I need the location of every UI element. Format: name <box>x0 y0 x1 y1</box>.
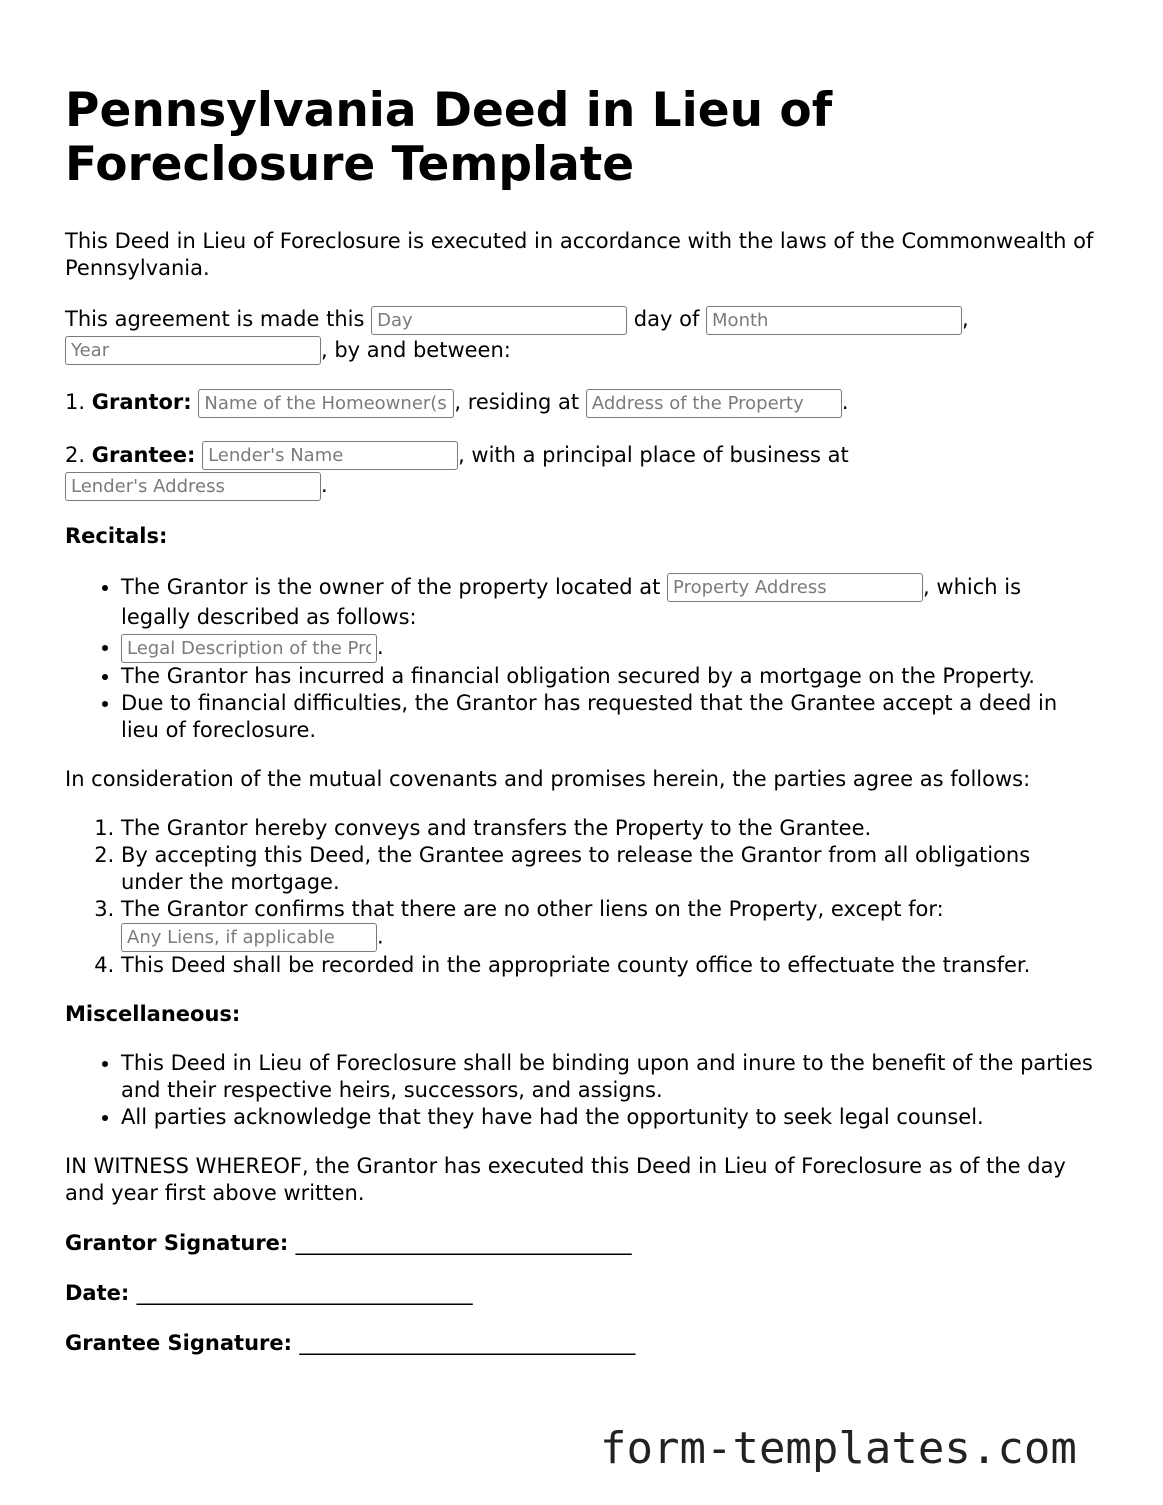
grantor-label: Grantor: <box>91 390 192 414</box>
recitals-list <box>65 572 1095 744</box>
day-input[interactable] <box>371 306 627 335</box>
grantor-name-input[interactable] <box>198 389 454 418</box>
legal-description-input[interactable] <box>121 634 377 663</box>
list-item <box>121 632 1095 663</box>
date-label: Date: <box>65 1280 130 1305</box>
grantee-number: 2. <box>65 442 86 467</box>
list-item: 2. By accepting this Deed, the Grantee agrees to release the Grantor from all obligations under the mortgage. <box>121 842 1095 896</box>
terms-list <box>65 815 1095 979</box>
date-line <box>65 1280 1095 1307</box>
list-item: • Due to financial difficulties, the Grantor has requested that the Grantee accept a deed in lieu of foreclosure. <box>121 690 1095 744</box>
month-input[interactable] <box>706 306 962 335</box>
grantor-signature-blank[interactable]: ________________________________ <box>295 1230 632 1255</box>
intro-paragraph: This Deed in Lieu of Foreclosure is executed in accordance with the laws of the Commonwealth of Pennsylvania. <box>65 229 1094 280</box>
list-item <box>121 572 1095 633</box>
miscellaneous-heading: Miscellaneous: <box>65 1001 241 1026</box>
grantor-end: . <box>841 390 849 414</box>
grantee-end: . <box>321 473 328 497</box>
grantee-signature-label: Grantee Signature: <box>65 1330 293 1355</box>
agreement-prefix: This agreement is made this <box>65 307 365 331</box>
grantor-line <box>65 387 1095 418</box>
recital-1-after: , which is legally described as follows: <box>121 574 1022 629</box>
grantee-address-input[interactable] <box>65 472 321 501</box>
list-item: 1. The Grantor hereby conveys and transfers the Property to the Grantee. <box>121 815 1095 842</box>
grantor-residing-text: , residing at <box>454 390 580 414</box>
agreement-comma: , <box>962 307 969 331</box>
miscellaneous-list <box>65 1050 1095 1131</box>
day-of-text: day of <box>633 307 700 331</box>
term-3-text: The Grantor confirms that there are no other liens on the Property, except for: <box>121 896 944 921</box>
recital-1-before: The Grantor is the owner of the property located at <box>121 574 661 599</box>
year-input[interactable] <box>65 336 321 365</box>
grantee-label: Grantee: <box>91 442 196 467</box>
grantor-number: 1. <box>65 390 86 414</box>
grantor-signature-label: Grantor Signature: <box>65 1230 289 1255</box>
grantee-signature-line <box>65 1330 1095 1357</box>
list-item: 4. This Deed shall be recorded in the appropriate county office to effectuate the transfer. <box>121 952 1095 979</box>
list-item: • This Deed in Lieu of Foreclosure shall be binding upon and inure to the benefit of the parties and their respective heirs, successors, and assigns. <box>121 1050 1095 1104</box>
document-page <box>65 84 1095 1357</box>
list-item <box>121 896 1095 952</box>
witness-paragraph: IN WITNESS WHEREOF, the Grantor has executed this Deed in Lieu of Foreclosure as of the day and year first above written. <box>65 1153 1066 1205</box>
consideration-paragraph: In consideration of the mutual covenants and promises herein, the parties agree as follows: <box>65 766 1031 791</box>
grantor-address-input[interactable] <box>586 389 842 418</box>
recital-2-end: . <box>377 635 384 659</box>
agreement-suffix: , by and between: <box>321 337 511 362</box>
grantee-line <box>65 440 1095 501</box>
date-blank[interactable]: ________________________________ <box>136 1280 473 1305</box>
liens-input[interactable] <box>121 923 377 952</box>
list-item: • The Grantor has incurred a financial obligation secured by a mortgage on the Property. <box>121 663 1095 690</box>
agreement-line <box>65 304 1095 365</box>
page-title: Pennsylvania Deed in Lieu of Foreclosure Template <box>65 83 833 192</box>
recitals-heading: Recitals: <box>65 523 168 548</box>
property-address-input[interactable] <box>667 573 923 602</box>
grantee-business-text: , with a principal place of business at <box>458 442 849 467</box>
grantee-name-input[interactable] <box>202 441 458 470</box>
grantee-signature-blank[interactable]: ________________________________ <box>299 1330 636 1355</box>
term-3-end: . <box>377 924 384 948</box>
grantor-signature-line <box>65 1230 1095 1257</box>
list-item: • All parties acknowledge that they have had the opportunity to seek legal counsel. <box>121 1104 1095 1131</box>
watermark-logo: form-templates.com <box>600 1423 1077 1474</box>
